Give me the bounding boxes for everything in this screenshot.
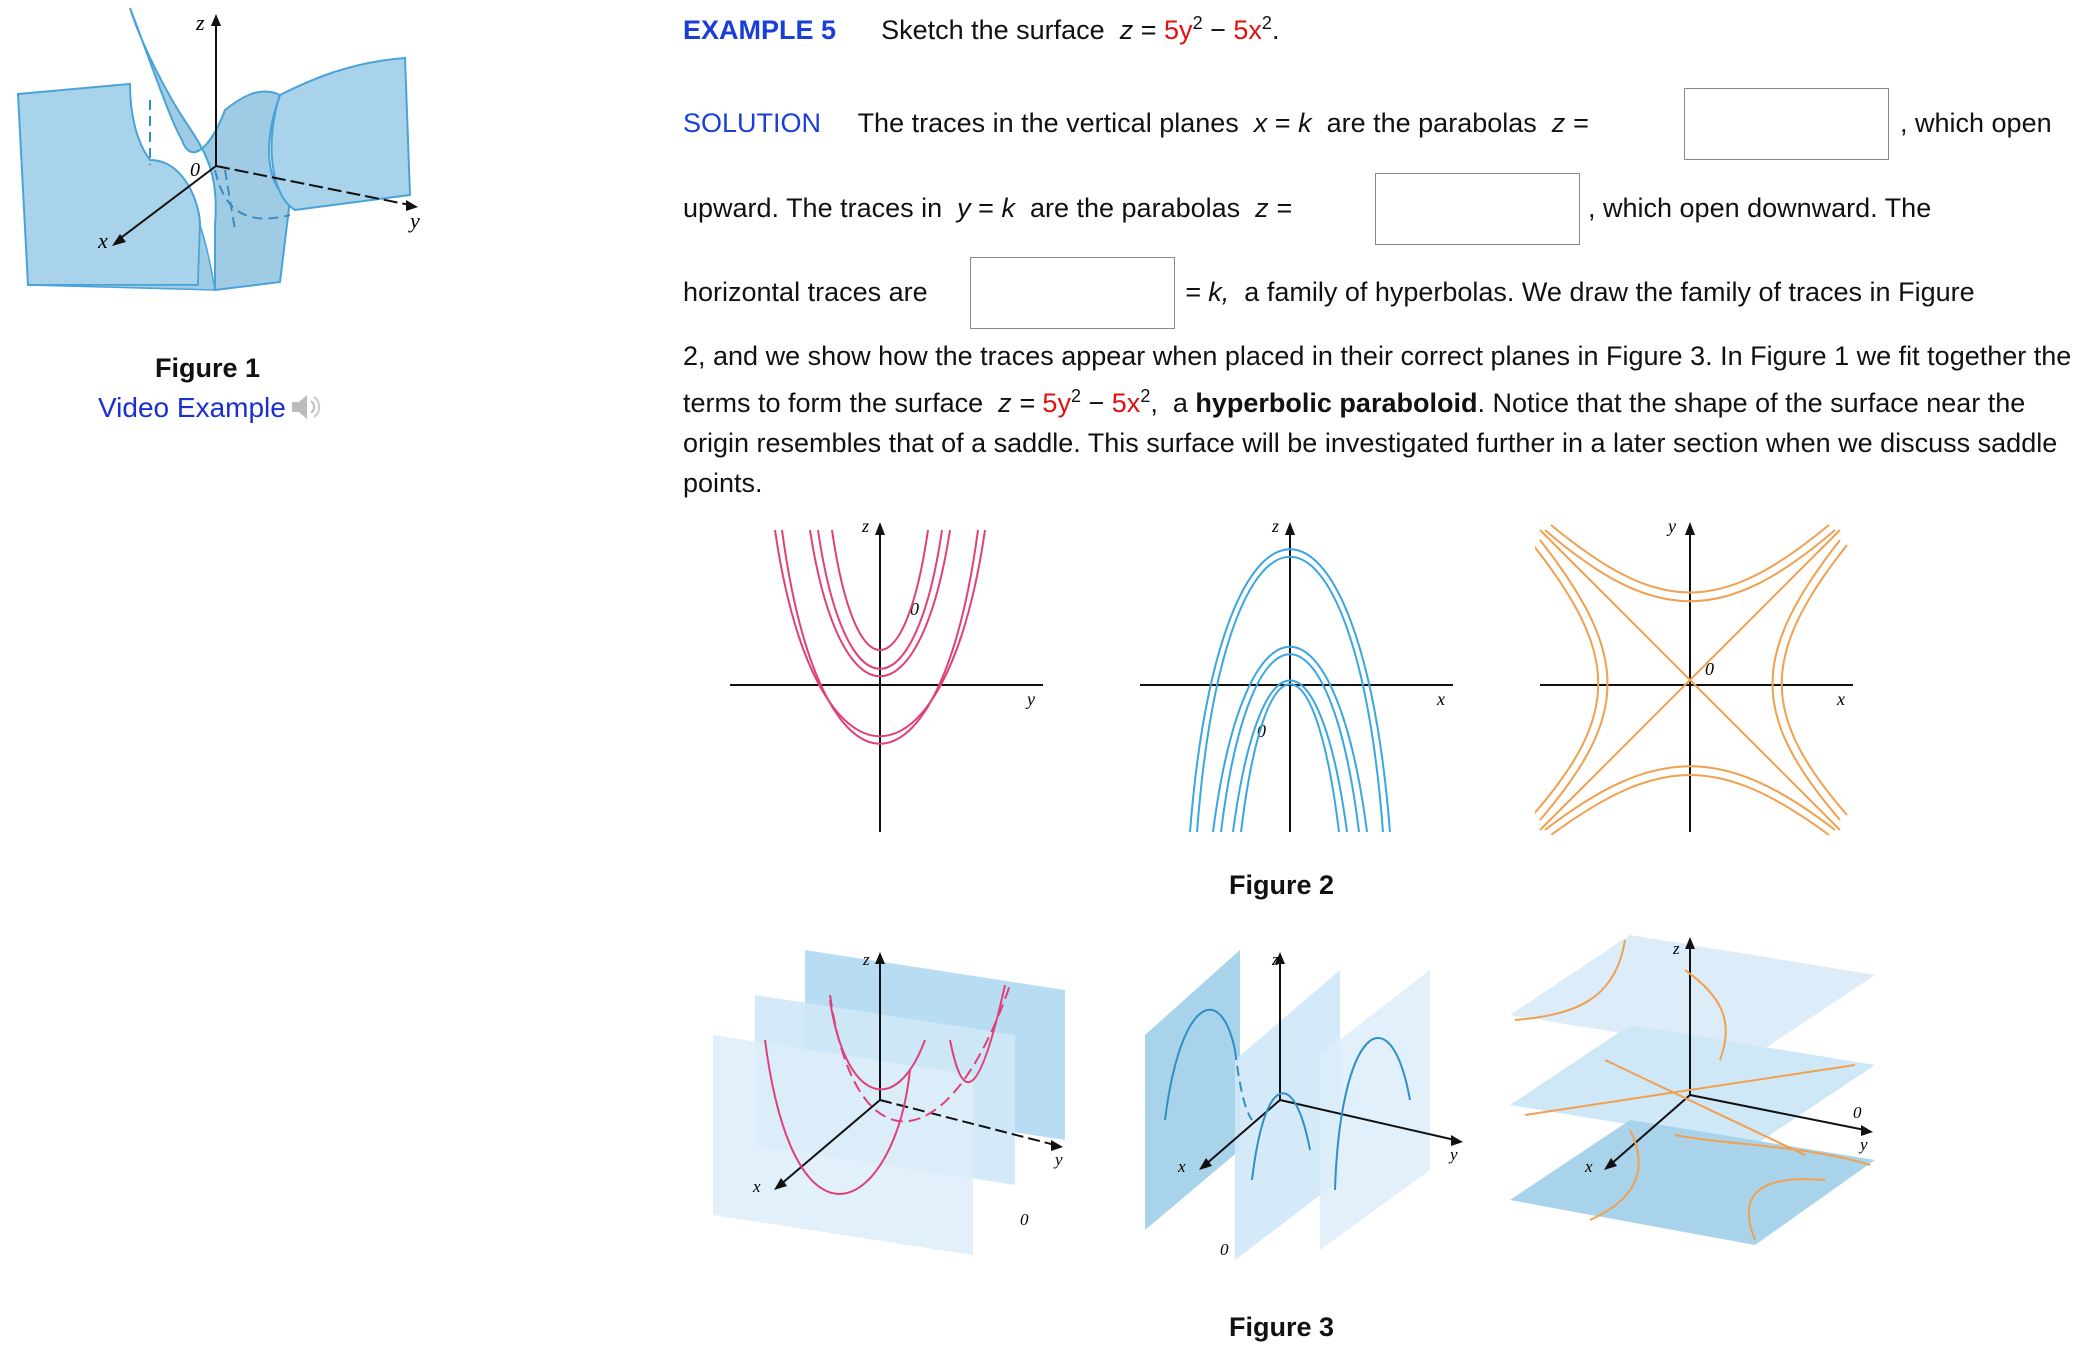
f3p3-axis-x: x xyxy=(1585,1157,1593,1176)
video-example-link[interactable]: Video Example xyxy=(98,392,286,423)
para-exp2: 2 xyxy=(1140,386,1151,406)
f2p1-axis-y: y xyxy=(1027,689,1035,709)
line2-start: upward. The traces in xyxy=(683,193,943,223)
figure2-caption: Figure 2 xyxy=(1229,870,1335,900)
speaker-icon[interactable] xyxy=(290,392,324,422)
line1-x: x xyxy=(1253,108,1268,138)
line1-eq: = xyxy=(1274,108,1291,138)
f3p1-axis-z: z xyxy=(863,950,870,969)
figure3-panel1 xyxy=(705,940,1085,1260)
para-exp1: 2 xyxy=(1070,386,1081,406)
figure2-panel1 xyxy=(725,515,1055,835)
example-term1: 5y xyxy=(1164,15,1193,45)
figure3-caption: Figure 3 xyxy=(1229,1312,1335,1342)
example-z: z xyxy=(1119,15,1134,45)
example-label: EXAMPLE 5 xyxy=(683,15,837,45)
example-minus: − xyxy=(1210,15,1226,45)
figure3-panel3 xyxy=(1505,930,1885,1260)
f3p2-axis-x: x xyxy=(1178,1157,1186,1176)
solution-paragraph xyxy=(683,336,2073,503)
f3p2-origin: 0 xyxy=(1220,1240,1229,1259)
f3p1-axis-y: y xyxy=(1055,1150,1063,1169)
fig1-axis-z: z xyxy=(196,10,205,35)
f2p2-axis-x: x xyxy=(1437,689,1445,709)
para-b: . Notice that the shape of the surface near the origin resembles that of a saddle. This surface will be investigated further in a later section when we discuss saddle points. xyxy=(683,388,2058,498)
figure2-panel2 xyxy=(1135,515,1465,835)
solution-line2 xyxy=(683,188,1292,228)
figure2-panel3 xyxy=(1535,515,1865,835)
fig1-axis-x: x xyxy=(98,228,108,253)
line3-start: horizontal traces are xyxy=(683,277,928,307)
line3-end: a family of hyperbolas. We draw the family of traces in Figure xyxy=(1244,277,1975,307)
figure3-panel2 xyxy=(1140,940,1480,1270)
example-exp1: 2 xyxy=(1192,13,1203,33)
solution-label: SOLUTION xyxy=(683,108,822,138)
f2p1-origin: 0 xyxy=(910,599,919,619)
f2p3-axis-y: y xyxy=(1668,516,1676,536)
example-intro: Sketch the surface xyxy=(881,15,1105,45)
line2-end: , which open downward. The xyxy=(1588,193,1932,223)
para-minus: − xyxy=(1088,388,1105,418)
f2p2-axis-z: z xyxy=(1272,516,1280,536)
para-a: 2, and we show how the traces appear when placed in their correct planes in Figure 3. In Figure 1 we fit together the terms to form the surface xyxy=(683,341,2072,418)
line2-mid: are the parabolas xyxy=(1029,193,1241,223)
line2-y: y xyxy=(957,193,971,223)
solution-line3-end xyxy=(1185,272,1975,312)
para-bold: hyperbolic paraboloid xyxy=(1195,388,1478,418)
answer-box-3[interactable] xyxy=(970,257,1175,329)
video-example[interactable] xyxy=(98,392,324,424)
example-exp2: 2 xyxy=(1261,13,1272,33)
f3p2-axis-y: y xyxy=(1450,1145,1458,1164)
answer-box-2[interactable] xyxy=(1375,173,1580,245)
line1-end: , which open xyxy=(1900,108,2052,138)
line2-zeq: z = xyxy=(1255,193,1292,223)
line2-k: k xyxy=(1001,193,1015,223)
line1-text: The traces in the vertical planes xyxy=(857,108,1239,138)
figure1-surface xyxy=(10,0,430,300)
para-term2: 5x xyxy=(1111,388,1141,418)
f2p2-origin: 0 xyxy=(1257,721,1266,741)
example-period: . xyxy=(1271,15,1280,45)
line1-zeq: z = xyxy=(1551,108,1589,138)
f2p3-axis-x: x xyxy=(1837,689,1845,709)
f3p2-axis-z: z xyxy=(1272,950,1279,969)
fig1-axis-y: y xyxy=(410,208,420,233)
f3p3-axis-y: y xyxy=(1860,1135,1868,1154)
para-a2: a xyxy=(1172,388,1188,418)
para-term1: 5y xyxy=(1042,388,1071,418)
fig1-origin: 0 xyxy=(190,159,200,181)
f3p3-axis-z: z xyxy=(1673,939,1680,958)
example-heading xyxy=(683,3,1279,50)
example-term2: 5x xyxy=(1233,15,1262,45)
figure1-caption: Figure 1 xyxy=(155,353,261,383)
f3p3-origin: 0 xyxy=(1853,1103,1862,1122)
f2p1-axis-z: z xyxy=(862,516,870,536)
example-eq: = xyxy=(1140,15,1157,45)
f3p1-origin: 0 xyxy=(1020,1210,1029,1229)
f3p1-axis-x: x xyxy=(753,1177,761,1196)
line1-mid: are the parabolas xyxy=(1326,108,1537,138)
para-comma: , xyxy=(1150,388,1158,418)
answer-box-1[interactable] xyxy=(1684,88,1889,160)
line3-eqk: = k, xyxy=(1185,277,1230,307)
line1-k: k xyxy=(1298,108,1312,138)
para-z: z = xyxy=(998,388,1035,418)
solution-line1 xyxy=(683,103,1589,143)
f2p3-origin: 0 xyxy=(1705,659,1714,679)
line2-eq: = xyxy=(978,193,994,223)
